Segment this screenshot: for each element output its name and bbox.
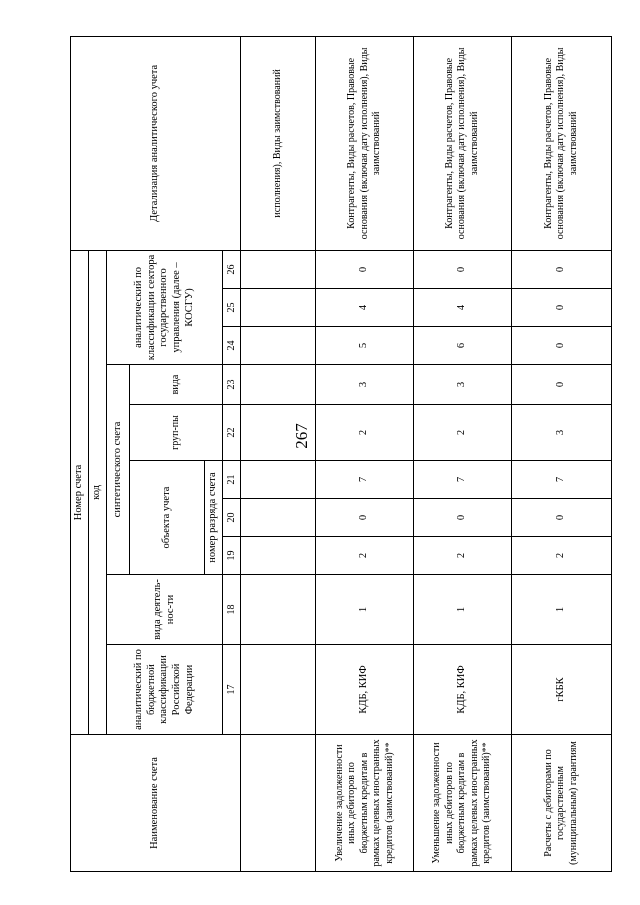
header-object: объекта учета — [130, 461, 205, 575]
page-number: 267 — [292, 423, 311, 449]
table-row — [316, 36, 414, 871]
table-row — [511, 36, 611, 871]
cell-value: 1 — [414, 575, 512, 645]
cell-budget-class: гКБК — [511, 645, 611, 735]
column-number: 17 — [223, 645, 241, 735]
cell-account-name: Уменьшение задолженности иных дебиторов по бюджетным кредитам в рамках целевых иностранных кредитов (заимствований)** — [414, 735, 512, 872]
cell-empty — [241, 289, 316, 327]
cell-value: 3 — [511, 405, 611, 461]
cell-empty — [241, 537, 316, 575]
cell-value: 0 — [511, 250, 611, 288]
cell-value: 2 — [316, 405, 414, 461]
cell-value: 4 — [316, 289, 414, 327]
cell-empty — [241, 499, 316, 537]
table-row-continuation — [241, 36, 316, 871]
cell-account-name: Расчеты с дебиторами по государственным (муниципальным) гарантиям — [511, 735, 611, 872]
cell-empty — [241, 365, 316, 405]
cell-budget-class: КДБ, КИФ — [316, 645, 414, 735]
cell-value: 5 — [316, 327, 414, 365]
cell-value: 0 — [414, 499, 512, 537]
cell-budget-class: КДБ, КИФ — [414, 645, 512, 735]
header-group: груп-пы — [130, 405, 223, 461]
cell-detail: Контрагенты, Виды расчетов, Правовые основания (включая дату исполнения), Виды заимствований — [316, 36, 414, 250]
cell-value: 0 — [316, 499, 414, 537]
cell-empty — [241, 575, 316, 645]
cell-value: 3 — [414, 365, 512, 405]
cell-account-name: Увеличение задолженности иных дебиторов по бюджетным кредитам в рамках целевых иностранных кредитов (заимствований)** — [316, 735, 414, 872]
column-number: 21 — [223, 461, 241, 499]
cell-value: 0 — [511, 289, 611, 327]
cell-value: 7 — [414, 461, 512, 499]
cell-value: 1 — [316, 575, 414, 645]
cell-value: 3 — [316, 365, 414, 405]
accounts-table-container — [70, 37, 612, 872]
cell-value: 2 — [511, 537, 611, 575]
header-digit-number: номер разряда счета — [205, 461, 223, 575]
accounts-table — [70, 36, 612, 872]
table-row — [414, 36, 512, 871]
header-budget-class: аналитический по бюджетной классификации Российской Федерации — [107, 645, 223, 735]
cell-value: 7 — [316, 461, 414, 499]
header-kosgu: аналитический по классификации сектора государственного управления (далее – КОСГУ) — [107, 250, 223, 364]
cell-value: 0 — [511, 499, 611, 537]
cell-value: 6 — [414, 327, 512, 365]
column-number: 22 — [223, 405, 241, 461]
cell-empty — [241, 735, 316, 872]
cell-value: 7 — [511, 461, 611, 499]
cell-empty — [241, 461, 316, 499]
cell-value: 2 — [414, 405, 512, 461]
cell-value: 0 — [414, 250, 512, 288]
header-kind: вида — [130, 365, 223, 405]
cell-value: 0 — [511, 365, 611, 405]
header-analytics-detail: Детализация аналитического учета — [71, 36, 241, 250]
column-number: 19 — [223, 537, 241, 575]
column-number: 20 — [223, 499, 241, 537]
header-code: код — [89, 250, 107, 734]
cell-detail: исполнения), Виды заимствований — [241, 36, 316, 250]
header-activity-type: вида деятельнос-ти — [107, 575, 223, 645]
column-number: 18 — [223, 575, 241, 645]
cell-empty — [241, 405, 316, 461]
cell-value: 2 — [316, 537, 414, 575]
header-synthetic: синтетического счета — [107, 365, 130, 575]
cell-value: 0 — [316, 250, 414, 288]
cell-detail: Контрагенты, Виды расчетов, Правовые основания (включая дату исполнения), Виды заимствований — [511, 36, 611, 250]
header-account-name: Наименование счета — [71, 735, 241, 872]
column-number: 23 — [223, 365, 241, 405]
cell-value: 1 — [511, 575, 611, 645]
header-account-number: Номер счета — [71, 250, 89, 734]
cell-empty — [241, 327, 316, 365]
column-number: 25 — [223, 289, 241, 327]
cell-value: 4 — [414, 289, 512, 327]
column-number: 26 — [223, 250, 241, 288]
cell-empty — [241, 645, 316, 735]
cell-detail: Контрагенты, Виды расчетов, Правовые основания (включая дату исполнения), Виды заимствований — [414, 36, 512, 250]
cell-value: 2 — [414, 537, 512, 575]
cell-empty — [241, 250, 316, 288]
cell-value: 0 — [511, 327, 611, 365]
column-number: 24 — [223, 327, 241, 365]
